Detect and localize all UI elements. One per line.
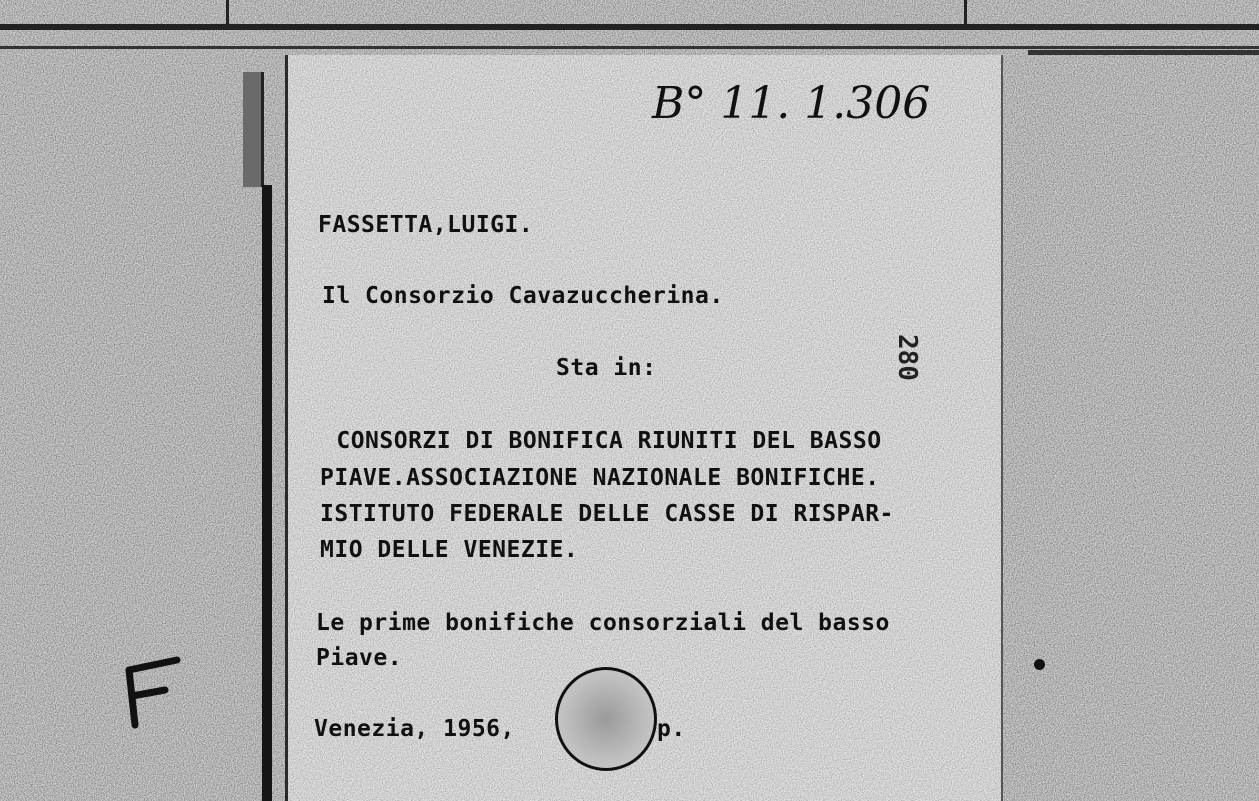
in-label: Sta in: xyxy=(556,355,657,381)
source-line-4: MIO DELLE VENEZIE. xyxy=(320,537,579,563)
card-spine-top xyxy=(243,72,264,187)
punch-mark xyxy=(1034,659,1045,670)
adjacent-card-edge xyxy=(1028,50,1259,55)
library-stamp xyxy=(555,667,657,771)
author-heading: FASSETTA,LUIGI. xyxy=(318,212,534,238)
source-line-2: PIAVE.ASSOCIAZIONE NAZIONALE BONIFICHE. xyxy=(320,465,880,491)
card-drawer-rail xyxy=(0,24,1259,30)
imprint: Venezia, 1956, xyxy=(314,716,515,742)
imprint-end: p. xyxy=(657,716,686,742)
card-top-edge xyxy=(0,46,1259,49)
source-line-3: ISTITUTO FEDERALE DELLE CASSE DI RISPAR- xyxy=(320,501,894,527)
side-number: 280 xyxy=(892,334,922,381)
card-spine xyxy=(262,185,272,801)
work-line-2: Piave. xyxy=(316,645,403,671)
margin-letter-f xyxy=(115,640,195,730)
work-title: Il Consorzio Cavazuccherina. xyxy=(322,283,724,309)
source-line-1: CONSORZI DI BONIFICA RIUNITI DEL BASSO xyxy=(322,428,882,454)
catalog-number: B° 11. 1.306 xyxy=(652,78,931,129)
folder-tab-right-edge xyxy=(964,0,967,26)
folder-tab-left-edge xyxy=(226,0,229,26)
work-line-1: Le prime bonifiche consorziali del basso xyxy=(316,610,890,636)
